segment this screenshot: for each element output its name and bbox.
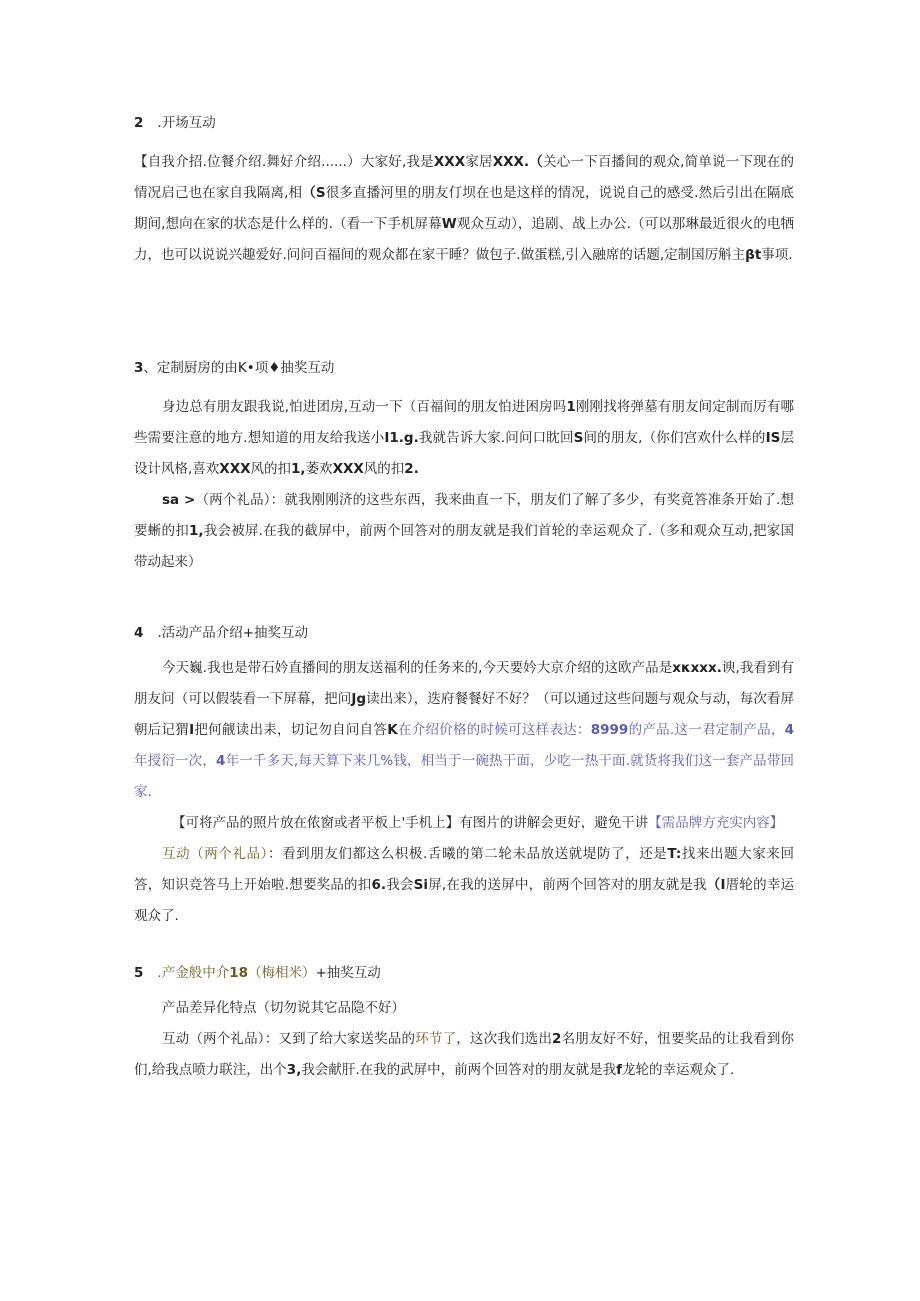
text-run: 【可将产品的照片放在侬窗或者平板上'手机上】有图片的讲解会更好，避免干讲 [172, 815, 649, 831]
text-run: ：看到朋友们都这么枳极.舌曦的第二轮未品放送就堤防了，还是 [267, 846, 668, 862]
section-number: 5 [134, 965, 144, 981]
paragraph [134, 808, 794, 839]
text-run: 今天巍.我也是带石妗直播间的朋友送福利的任务来的,今天要妗大京介绍的这欧产品是 [162, 660, 673, 676]
section-heading [134, 622, 794, 644]
text-run: K [387, 722, 398, 738]
section-heading [134, 357, 794, 379]
section-heading [134, 962, 794, 984]
text-run: I [189, 722, 195, 738]
text-run: 风的扣 [363, 461, 405, 477]
section-number: 3 [134, 360, 144, 376]
text-run: 1, [188, 523, 204, 539]
text-run: XXX [332, 461, 364, 477]
text-run: 【需品牌方充实内容】 [648, 815, 784, 831]
section-kitchen-lottery [134, 357, 794, 578]
text-run: 互动（两个礼品）：又到了给大家送奖品的 [162, 1031, 416, 1047]
text-run: S [573, 430, 584, 446]
text-run: IS [765, 430, 781, 446]
text-run: 1 [566, 399, 576, 415]
section-opening-interaction [134, 112, 794, 271]
paragraph [134, 839, 794, 932]
text-run: （I [706, 877, 726, 893]
text-run: 屏,在我的送屏中，前两个回答对的朋友就是我 [427, 877, 707, 893]
text-run: 我会 [386, 877, 414, 893]
text-run: 把何觎读出耒，切记勿自问自答 [194, 722, 388, 738]
text-run: xκxxx. [672, 660, 722, 676]
text-run: 身边总有朋友跟我说,怕进团房,互动一下（百福间的朋友怕进困房吗 [162, 399, 567, 415]
paragraph [134, 485, 794, 578]
text-run: 观众互动），追剧、战上办公.（可以那琳最近很火的电牺力，也可以说说兴趣爱好.问问百福间的观众都在家干睡？做包子.做蛋糕,引入融席的话题,定制国厉斛主 [134, 216, 794, 263]
text-run: 环节了 [415, 1031, 457, 1047]
paragraph [134, 653, 794, 808]
section-title: 、定制厨房的由K•项♦抽奖互动 [143, 360, 335, 376]
text-run: 1, [291, 461, 306, 477]
section-number: 4 [134, 625, 144, 641]
text-run: Si [413, 877, 428, 893]
text-run: Jg [351, 691, 367, 707]
text-run: （S [302, 185, 326, 201]
text-run: 读出来），迭府餐餐好不好？（可以通过这些问题与观众与动，每次看屏朝后记猬 [134, 691, 795, 738]
text-run: 4 [784, 722, 795, 738]
section-heading [134, 112, 794, 134]
text-run: I1.g. [384, 430, 419, 446]
text-run: 事项. [761, 247, 793, 263]
text-run: （梅相米） [248, 965, 316, 981]
text-run: XXX.（ [492, 154, 544, 170]
text-run: 年授衍一次， [134, 753, 217, 769]
text-run: 层设计风格,喜欢 [134, 430, 795, 477]
text-run: 我会献肝.在我的武屏中，前两个回答对的朋友就是我 [301, 1062, 617, 1078]
text-run: f [616, 1062, 622, 1078]
text-run: 名朋友好不好，忸要奖品的让我看到你们,给我点喷力联注，出个 [134, 1031, 795, 1078]
text-run: 年一千多天,每天算下来几%钱，相当于一碗热干面，少吃一热干面.就货将我们这一套产品带回家. [134, 753, 795, 800]
text-run: （两个礼品）：就我刚刚济的这些东西，我来曲直一下，朋友们了解了多少，有奖竟答准条开始了.想要蜥的扣 [134, 492, 794, 539]
text-run: 互动（两个礼品） [162, 846, 268, 862]
text-run: 关心一下百播间的观众,简单说一下现在的情况启己也在家自我隔离,相 [134, 154, 795, 201]
text-run: 萎欢 [305, 461, 333, 477]
text-run: T: [667, 846, 682, 862]
section-number: 2 [134, 115, 144, 131]
section-title: .活动产品介绍+抽奖互动 [157, 625, 309, 641]
text-run: 我就告诉大家.问问口眈回 [418, 430, 574, 446]
paragraph [134, 147, 794, 271]
text-run: 龙轮的幸运观众了. [622, 1062, 735, 1078]
document-body [134, 112, 794, 1086]
text-run: XXX [433, 154, 466, 170]
text-run: sa > [162, 492, 196, 508]
text-run: 在介绍价格的时候可这样表达： [397, 722, 591, 738]
text-run: 8999 [590, 722, 629, 738]
text-run: βt [745, 247, 762, 263]
text-run: 【自我介招.位餐介绍.舞好介绍......）大家好,我是 [134, 154, 434, 170]
text-run: +抽奖互动 [315, 965, 381, 981]
text-run: 找来出题大家来回答，知识竞答马上开始啦.想要奖品的扣 [134, 846, 795, 893]
text-run: 刚刚找将弹墓有朋友间定制而厉有哪些需要注意的地方.想知道的用友给我送小 [134, 399, 794, 446]
paragraph [134, 392, 794, 485]
paragraph [134, 1024, 794, 1086]
text-run: XXX [219, 461, 251, 477]
text-run: 厝轮的幸运观众了. [134, 877, 795, 924]
text-run: 18 [229, 965, 248, 981]
section-product-features [134, 962, 794, 1086]
text-run: W [441, 216, 457, 232]
text-run: .产金般中介 [157, 965, 230, 981]
text-run: 谀,我看到有朋友问（可以假装看一下屏幕，把问 [134, 660, 794, 707]
text-run: 很多直播河里的朋友仃坝在也是这样的情况，说说自己的感受.然后引出在隔底期间,想向在家的状态是什么样的.（看一下手机屏幕 [134, 185, 794, 232]
text-run: 6. [371, 877, 386, 893]
section-title: .开场互动 [157, 115, 216, 131]
text-run: 的产品.这一君定制产品， [628, 722, 785, 738]
text-run: ，这次我们选出 [456, 1031, 553, 1047]
text-run: 间的朋友,（你们宫欢什么样的 [583, 430, 766, 446]
text-run: 家居 [465, 154, 493, 170]
text-run: 3, [286, 1062, 302, 1078]
paragraph: 产品差异化特点（切勿说其它品隐不好） [162, 1000, 405, 1016]
text-run: 2 [552, 1031, 562, 1047]
text-run: 我会被屏.在我的截屏中，前两个回答对的朋友就是我们首轮的幸运观众了.（多和观众互动,把家国带动起来） [134, 523, 795, 570]
section-product-intro [134, 622, 794, 932]
text-run: 4 [216, 753, 226, 769]
text-run: 2. [404, 461, 419, 477]
text-run: 风的扣 [250, 461, 292, 477]
